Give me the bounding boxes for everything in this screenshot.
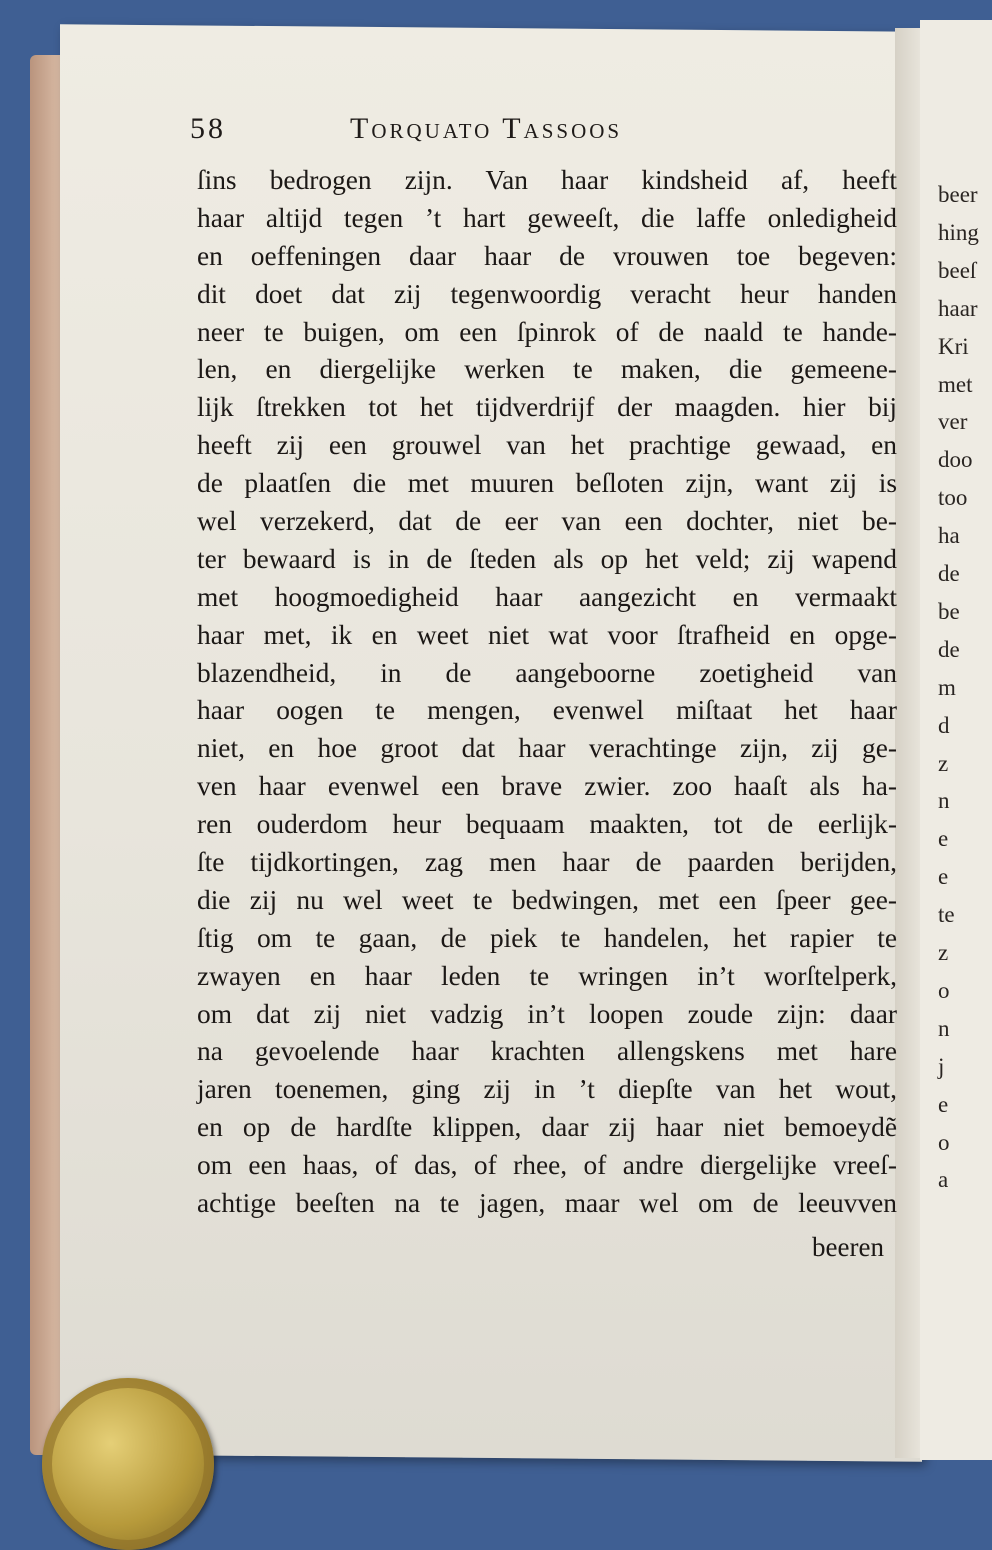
text-line: jaren toenemen, ging zij in ’t diepſte van het wout, (197, 1074, 897, 1105)
text-line: ſins bedrogen zijn. Van haar kindsheid af, heeft (197, 165, 897, 195)
text-line: len, en diergelijke werken te maken, die gemeene- (197, 354, 897, 385)
text-line: ter bewaard is in de ſteden als op het veld; zij wapend (197, 543, 897, 574)
facing-page-fragment: j (938, 1053, 945, 1079)
facing-page-fragment: Kri (938, 333, 969, 359)
text-line: en op de hardſte klippen, daar zij haar niet bemoeydẽ (197, 1112, 897, 1143)
facing-page-fragment: hing (938, 219, 979, 245)
text-line: na gevoelende haar krachten allengskens met hare (197, 1036, 897, 1067)
text-line: ven haar evenwel een brave zwier. zoo haaſt als ha- (197, 771, 897, 802)
facing-page-fragment: o (938, 977, 950, 1003)
facing-page-fragment: beeſ (938, 257, 977, 283)
facing-page-fragment: m (938, 674, 956, 700)
facing-page-fragment: doo (938, 447, 973, 473)
page-number: 58 (190, 112, 226, 145)
text-line: met hoogmoedigheid haar aangezicht en vermaakt (197, 581, 897, 612)
facing-page-fragment: de (938, 561, 960, 586)
facing-page-fragment: a (938, 1167, 949, 1193)
facing-page-fragment: e (938, 826, 949, 852)
facing-page-fragment: e (938, 1091, 949, 1117)
text-line: de plaatſen die met muuren beſloten zijn, want zij is (197, 468, 897, 499)
text-line: om een haas, of das, of rhee, of andre diergelijke vreeſ- (197, 1150, 897, 1181)
catchword: beeren (812, 1232, 884, 1262)
text-line: lijk ſtrekken tot het tijdverdrijf der maagden. hier bij (197, 392, 897, 423)
text-line: ſte tijdkortingen, zag men haar de paarden berijden, (197, 847, 897, 878)
text-line: ſtig om te gaan, de piek te handelen, het rapier te (197, 922, 897, 953)
text-line: haar met, ik en weet niet wat voor ſtrafheid en opge- (197, 619, 897, 650)
facing-page-fragment: too (938, 485, 968, 511)
facing-page-fragment: z (938, 750, 949, 776)
facing-page (920, 20, 992, 1460)
facing-page-fragment: de (938, 636, 960, 662)
text-line: haar oogen te mengen, evenwel miſtaat het haar (197, 695, 897, 726)
text-line: blazendheid, in de aangeboorne zoetigheid van (197, 657, 897, 688)
facing-page-fragment: beer (938, 182, 978, 207)
facing-page-fragment: d (938, 712, 950, 738)
text-line: achtige beeſten na te jagen, maar wel om de leeuvven (197, 1188, 897, 1219)
facing-page-fragment: haar (938, 295, 978, 321)
text-line: die zij nu wel weet te bedwingen, met een ſpeer gee- (197, 884, 897, 915)
text-line: heeft zij een grouwel van het prachtige gewaad, en (197, 430, 897, 461)
facing-page-fragment: e (938, 864, 949, 890)
facing-page-fragment: ver (938, 409, 968, 435)
text-line: ren ouderdom heur bequaam maakten, tot de eerlijk- (197, 809, 897, 840)
facing-page-fragment: n (938, 1015, 950, 1041)
facing-page-fragment: n (938, 788, 950, 814)
text-line: dit doet dat zij tegenwoordig veracht heur handen (197, 278, 897, 309)
text-line: om dat zij niet vadzig in’t loopen zoude zijn: daar (197, 998, 897, 1029)
text-line: wel verzekerd, dat de eer van een dochter, niet be- (197, 506, 897, 537)
text-line: zwayen en haar leden te wringen in’t worſtelperk, (197, 960, 897, 991)
facing-page-fragment: ha (938, 523, 960, 549)
running-title: Torquato Tassoos (350, 112, 623, 145)
facing-page-fragment: te (938, 902, 955, 928)
body-text (197, 162, 897, 1223)
coin-scale-reference (42, 1378, 214, 1550)
text-line: en oeffeningen daar haar de vrouwen toe begeven: (197, 240, 897, 271)
facing-page-fragment: z (938, 940, 949, 965)
facing-page-fragment: met (938, 371, 973, 397)
facing-page-fragment: o (938, 1129, 950, 1155)
text-line: niet, en hoe groot dat haar verachtinge zijn, zij ge- (197, 733, 897, 764)
text-line: haar altijd tegen ’t hart geweeſt, die laffe onledigheid (197, 202, 897, 233)
text-line: neer te buigen, om een ſpinrok of de naald te hande- (197, 316, 897, 347)
facing-page-fragment: be (938, 598, 960, 624)
